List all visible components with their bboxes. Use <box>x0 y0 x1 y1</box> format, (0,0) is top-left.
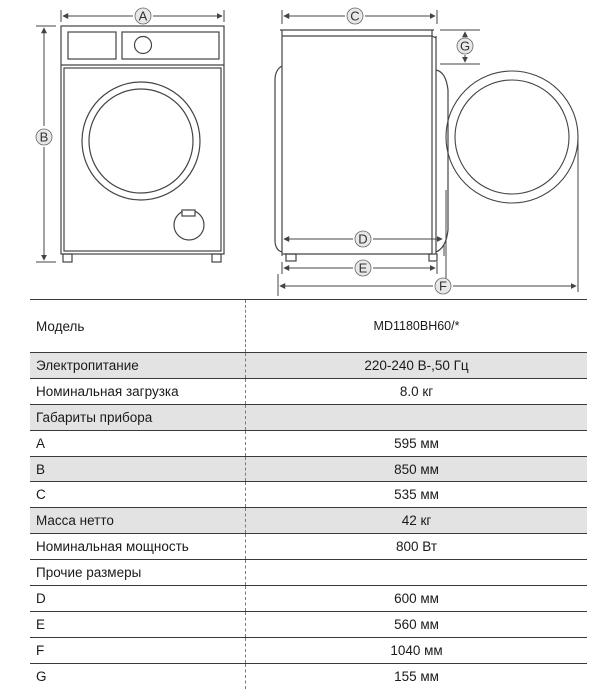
spec-value: MD1180BH60/* <box>246 300 588 353</box>
spec-key: Габариты прибора <box>30 404 246 430</box>
spec-value: 800 Вт <box>246 534 588 560</box>
spec-row-model <box>30 300 587 353</box>
dim-label-d <box>355 231 371 247</box>
spec-value: 8.0 кг <box>246 378 588 404</box>
spec-row-b <box>30 456 587 482</box>
spec-value <box>246 560 588 586</box>
spec-value: 850 мм <box>246 456 588 482</box>
dim-label-e <box>355 260 371 276</box>
spec-key: G <box>30 663 246 688</box>
spec-row-a <box>30 430 587 456</box>
spec-table <box>30 299 587 689</box>
spec-value: 600 мм <box>246 586 588 612</box>
spec-value: 560 мм <box>246 611 588 637</box>
spec-value: 535 мм <box>246 482 588 508</box>
spec-row-power-supply <box>30 353 587 379</box>
spec-row-d <box>30 586 587 612</box>
spec-key: Номинальная загрузка <box>30 378 246 404</box>
dim-label-f <box>435 278 451 294</box>
spec-key: F <box>30 637 246 663</box>
spec-row-load <box>30 378 587 404</box>
spec-key: A <box>30 430 246 456</box>
spec-row-net-weight <box>30 508 587 534</box>
svg-text:G: G <box>459 38 471 54</box>
front-view <box>61 26 224 262</box>
spec-value: 155 мм <box>394 668 439 684</box>
dim-label-a <box>135 8 151 24</box>
svg-text:F: F <box>439 278 447 294</box>
spec-key: D <box>30 586 246 612</box>
svg-text:C: C <box>350 8 360 24</box>
spec-key: Масса нетто <box>30 508 246 534</box>
side-view <box>275 30 578 261</box>
spec-row-other-dimensions-header <box>30 560 587 586</box>
spec-row-rated-power <box>30 534 587 560</box>
dim-label-c <box>347 8 363 24</box>
svg-text:B: B <box>39 129 49 145</box>
spec-key: Номинальная мощность <box>30 534 246 560</box>
spec-row-dimensions-header <box>30 404 587 430</box>
svg-text:E: E <box>358 260 368 276</box>
dim-label-g <box>457 38 473 54</box>
dim-label-b <box>36 129 52 145</box>
spec-value: 42 кг <box>246 508 588 534</box>
spec-row-e <box>30 611 587 637</box>
spec-key: C <box>30 482 246 508</box>
spec-value: 595 мм <box>246 430 588 456</box>
spec-row-c <box>30 482 587 508</box>
spec-key: Электропитание <box>30 353 246 379</box>
spec-value <box>246 404 588 430</box>
spec-value: 1040 мм <box>246 637 588 663</box>
dimensions-diagram <box>0 0 614 300</box>
spec-value: 220-240 В-,50 Гц <box>246 353 588 379</box>
svg-text:A: A <box>138 8 148 24</box>
svg-text:D: D <box>358 231 368 247</box>
spec-key: E <box>30 611 246 637</box>
spec-key: B <box>30 456 246 482</box>
spec-row-f <box>30 637 587 663</box>
spec-row-g <box>30 663 587 688</box>
spec-key: Прочие размеры <box>30 560 246 586</box>
spec-key: Модель <box>30 300 246 353</box>
